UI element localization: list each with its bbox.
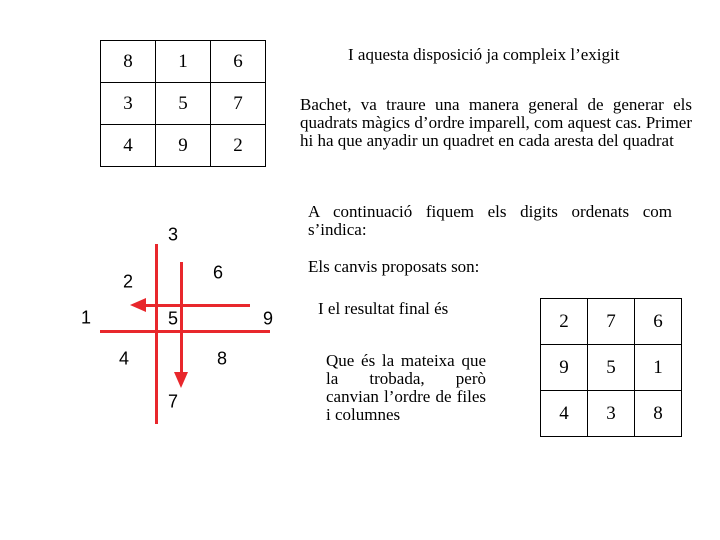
- grid-cell: 5: [156, 83, 211, 125]
- grid-cell: 4: [541, 391, 588, 437]
- grid-cell: 9: [156, 125, 211, 167]
- grid-row: [101, 83, 266, 125]
- left-arrowhead-icon: [130, 298, 146, 312]
- grid-cell: 2: [541, 299, 588, 345]
- grid-cell: 7: [588, 299, 635, 345]
- horizontal-arrow-shaft: [146, 304, 250, 307]
- grid-cell: 5: [588, 345, 635, 391]
- grid-cell: 6: [635, 299, 682, 345]
- final-square-grid: [540, 298, 682, 437]
- grid-row: [541, 391, 682, 437]
- left-vertical-bar: [155, 244, 158, 424]
- down-arrowhead-icon: [174, 372, 188, 388]
- diagram-number-5: 5: [167, 308, 179, 329]
- grid-cell: 1: [156, 41, 211, 83]
- diagram-number-7: 7: [167, 391, 179, 412]
- diagram-number-1: 1: [80, 307, 92, 328]
- bachet-paragraph: Bachet, va traure una manera general de generar els quadrats màgics d’ordre imparell, com aquest cas. Primer hi ha que anyadir un quadret en cada aresta del quadrat: [300, 95, 692, 150]
- grid-row: [541, 299, 682, 345]
- grid-cell: 3: [588, 391, 635, 437]
- grid-cell: 4: [101, 125, 156, 167]
- diagram-number-3: 3: [167, 224, 179, 245]
- grid-row: [101, 41, 266, 83]
- grid-row: [101, 125, 266, 167]
- grid-cell: 3: [101, 83, 156, 125]
- grid-cell: 6: [211, 41, 266, 83]
- grid-cell: 8: [635, 391, 682, 437]
- intro-line: I aquesta disposició ja compleix l’exigit: [348, 45, 620, 64]
- grid-row: [541, 345, 682, 391]
- diagram-number-4: 4: [118, 348, 130, 369]
- diagram-number-2: 2: [122, 271, 134, 292]
- conclusion-paragraph: Que és la mateixa que la trobada, però canvian l’ordre de files i columnes: [326, 351, 486, 424]
- vertical-arrow-shaft: [180, 262, 183, 372]
- diagram-number-9: 9: [262, 308, 274, 329]
- diagram-number-8: 8: [216, 348, 228, 369]
- grid-cell: 2: [211, 125, 266, 167]
- initial-square-grid: [100, 40, 266, 167]
- grid-cell: 7: [211, 83, 266, 125]
- changes-line: Els canvis proposats son:: [308, 257, 480, 276]
- diagram-number-6: 6: [212, 262, 224, 283]
- continuation-paragraph: A continuació fiquem els digits ordenats com s’indica:: [308, 202, 672, 239]
- lower-horizontal-bar: [100, 330, 270, 333]
- final-result-line: I el resultat final és: [318, 299, 449, 318]
- grid-cell: 1: [635, 345, 682, 391]
- grid-cell: 8: [101, 41, 156, 83]
- grid-cell: 9: [541, 345, 588, 391]
